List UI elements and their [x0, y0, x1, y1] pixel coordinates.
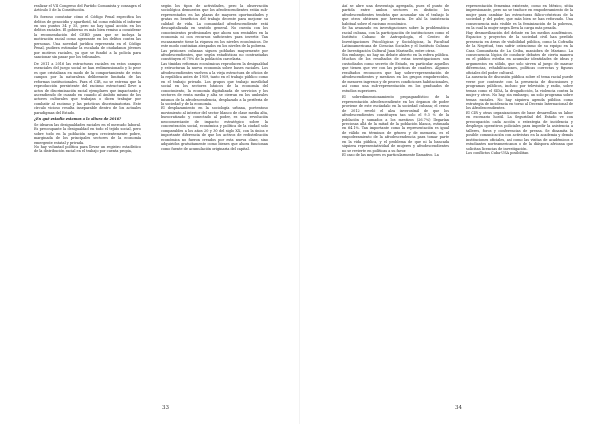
page-right [300, 0, 600, 424]
paragraph: Así se abre una desventaja agregada, pues el punto de partida entre ambos sectores es distinto: los afrodescendientes tendrán que acumular sin el trabajo lo que otros obtienen por herencia. De ahí la insistencia habitual sobre el racismo económico. [342, 4, 449, 26]
paragraph: Los conflictos Cuba-USA posibilitan [466, 150, 529, 155]
paragraph: representación femenina existente, como en México, sitúa impresionante, pero no se traduce en empoderamiento de la mujer para cambiar las estructuras fálico-céntricas de la sociedad y del poder, que más bien se han reforzado. Una consecuencia más visible es la feminización de la pobreza, en la cual la mujer negra lleva la carga más pesada. [466, 4, 573, 31]
paragraph: Se idearon las desigualdades raciales en el mercado laboral. Es preocupante la desigualdad en todo el tejido social, pero sobre todo en la población negra crecientemente pobre, marginada de los principales sectores de la economía emergente estatal y privada. [34, 122, 141, 145]
paragraph: De 2011 a 2016 las estructuras raciales en estos campos esenciales del juego social se han redimensionado y lo peor es que cristalizan en modo de la comportamiento de estos campos por la naturaleza deliberante limitada de las reformas institucionales. Para el CIR, no se estrena que la reproducción persistente del racismo estructural lleve a actos de discriminación racial ejemplares que impactarán y ascendiendo de cuando en cuando al ámbito mismo de los actores culturales que trabajan o dicen trabajar por combatir al racismo y las prácticas discriminatorias. Este círculo vicioso resulta inseparable dentro de los actuales paradigmas del Estado. [34, 61, 141, 115]
page-33-column-1 [34, 4, 141, 154]
paragraph: La ausencia de discusión pública sobre el tema racial puede verse por contraste con la presencia de discusiones y programas públicos, incluso por televisión y radio, sobre temas como el SIDA, la drogadicción, la violencia contra la mujer y otros. No hay, sin embargo, un solo programa sobre temas raciales. No hay siquiera agenda pública como estrategia de incidencia en torno al Decenio Internacional de los Afrodescendientes. [466, 75, 573, 111]
page-number: 33 [162, 405, 169, 411]
page-34-column-2 [466, 4, 573, 155]
paragraph: Hay desmovilización del debate en los medios académicos. Espacios y proyectos de la sociedad civil han perdido presencia en áreas de visibilidad pública, como la Cofradía de la Negritud, tras sufrir ostracismo de su equipo en la Casa Comunitaria de La Ceiba, maniobra de Mariano. La consecuencia lógica de conducir debates de cierta manera en el público estriba en acumular identidades de ideas y argumentos en sólido, que solo sirven al juego de marcar diferencias, rehabilitaciones, políticas correctas y figuras oficiales del poder cultural. [466, 30, 573, 75]
paragraph: realizar el VII Congreso del Partido Comunista y consagra el Artículo 5 de la Constitución. [34, 4, 141, 13]
paragraph: El desplazamiento en la sociología urbana, portentoso movimiento al interior del sector blanco de clase media alta, burocratizado y conectado al poder, es una revolución neocomerciante de impacto estratégico sobre la concentración social, económica y política de la ciudad solo comparables a los años 20 y 30 del siglo XX, con la única e importante diferencia de que los activos de redistribución económica no fueron creados por esta nueva clase, sino adquiridos gratuitamente como bienes que ahora funcionan como fuente de acumulación originaria del capital. [161, 106, 268, 151]
paragraph: El CIR y otras organizaciones de base desarrollan su labor en escenario hostil. La Seguridad del Estado ve con preocupación cada acción o estrategia de incidencia y despliega operativos policiales para impedir la asistencia a talleres, foros y conferencias de prensa. Se dinamita la posible comunicación con activistas en la academia y demás instituciones oficiales, así como las visitas de académicos o estudiantes norteamericanos o de la diáspora africana que solicitan licencias de investigación. [466, 110, 573, 151]
page-33-column-2 [161, 4, 268, 151]
page-number: 34 [455, 405, 462, 411]
section-heading: ¿En qué estadio estamos a la altura de 2016? [34, 117, 122, 122]
paragraph: Sin embargo, no hay un debate abierto en la esfera pública. Muchos de los resultados de estas investigaciones son custodiados como secreto de Estado, en particular aquellos que tienen que ver con las prácticas de cuadros. Algunos resultados reconocen que hay sobre-representación de afrodescendientes y mestizos en los grupos empobrecidos, de menores ingresos y de peores condiciones habitacionales, así como una sub-representación en los graduados de estudios superiores. [342, 52, 449, 93]
paragraph: Es forzoso constatar cómo el Código Penal especifica los delitos de genocidio y apartheid, tal como exhibía el informe en sus puntos 34 y 35, pero no hay igual acción en los delitos raciales. El gobierno es más bien remiso a considerar la recomendación del CERD para que se incluya la motivación racial como agravante en los delitos contra las personas. Una novedad jurídica representa en el Código Penal, pudiera estimular la escalada de ciudadanos jóvenes por motivos raciales, ya que se fundió a la policía para sancionar sin pasar por los tribunales. [34, 15, 141, 60]
paragraph: Se ha avanzado en investigaciones sobre la problemática racial cubana, con la participación de instituciones como el Instituto Cubano de Antropología, el Centro de Investigaciones Psicológicas y Sociológicas, la Facultad Latinoamericana de Ciencias Sociales y el Instituto Cubano de Investigación Cultural Juan Marinello, entre otras. [342, 26, 449, 53]
paragraph: El caso de las mujeres es particularmente llamativo. La [342, 153, 439, 158]
page-34-column-1 [342, 4, 449, 158]
paragraph: según los tipos de actividades, pero la observación sociológica demuestra que los afrodescendientes están sub-representados en las plazas de mayores oportunidades y gratas en beneficios del trabajo decente para mejorar su calidad de vida. La comunidad afrodescendiente está descapitalizada en sentido general. No cuenta con los conocimientos profesionales que ahora son rentables en la economía ni con recursos suficientes para invertir. Tan escasamente tiene la riqueza en los niveles económicos. De este modo continúan atrapados en los niveles de la pobreza. [161, 4, 268, 49]
paragraph: Las prisiones cubanas siguen pobladas mayormente por afrodescendientes, que según estadísticas no contrastadas constituyen el 70% de la población carcelaria. [161, 48, 268, 62]
paragraph: El sobredimensionamiento propagandístico de la representación afrodescendiente en los órganos de poder proviene de este escándalo en la sociedad cubana; el censo de 2012 reveló el alza inverosímil de que los afrodescendientes constituyen tan solo el 9.3 % de la población y sumados a los mestizos (26.7%) llegarían preciosas allá de la mitad de la población blanca, estimada en 64.1%. Tan importante como la representación es igual de válido en términos de género y de memoria, es el empoderamiento de la afrodescendencia para tomar parte en la vida pública, y el problema de que ni la bancada siquiera representatividad de mujeres y afrodescendientes no se revierte en políticas a su favor. [342, 95, 449, 153]
paragraph: Las tímidas reformas económicas reproducen la desigualdad y estructuran la nueva economía sobre bases raciales. Los afrodescendientes vuelven a la vieja estructura de oficios de la república antes de 1959, tanto en el trabajo público como en el trabajo privado. Los grupos que trabajo movilidad social en los sectores básicos de la economía del conocimiento, la economía digitalizada de servicios y los sectores de renta media y alta se cierran en los umbrales mismos de la afrodescendencia, desplazado a la periferia de la sociedad y de la economía. [161, 61, 268, 106]
paragraph: No hay voluntad política para llevar un registro estadístico de la distribución racial en el trabajo por cuenta propia, [34, 144, 141, 154]
